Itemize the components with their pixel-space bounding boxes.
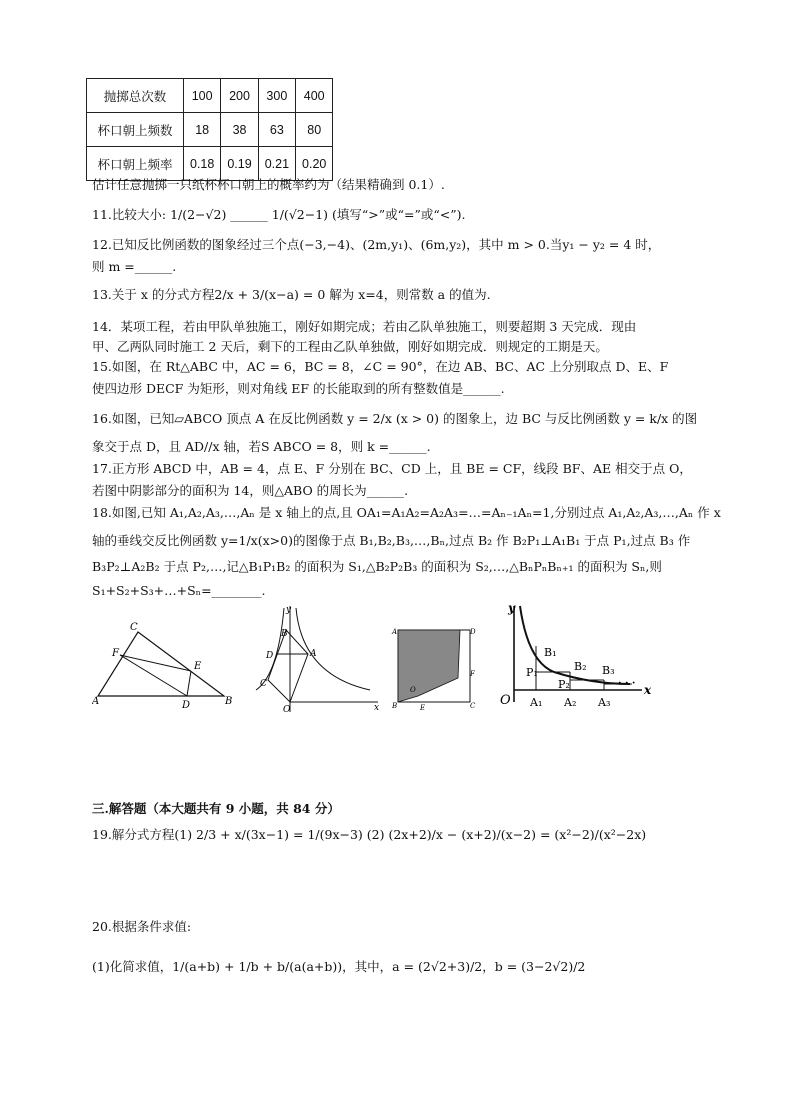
- fig3-label: A: [392, 628, 398, 636]
- row-header: 杯口朝上频率: [87, 147, 184, 181]
- table-cell: 0.19: [221, 147, 258, 181]
- frequency-table: [86, 78, 333, 181]
- table-cell: 0.21: [258, 147, 295, 181]
- fig2-label: x: [374, 703, 380, 713]
- question-11: 11.比较大小: 1/(2−√2) ______ 1/(√2−1) (填写“>”或“=”或“<”).: [92, 207, 466, 222]
- question-12-line2: 则 m =______.: [92, 259, 177, 274]
- svg-text:· · ·: · · ·: [618, 678, 636, 689]
- question-18-line4: S₁+S₂+S₃+…+Sₙ=________.: [92, 583, 266, 598]
- fig2-label: C: [260, 679, 267, 689]
- row-header: 杯口朝上频数: [87, 113, 184, 147]
- table-cell: 80: [296, 113, 333, 147]
- fig4-label: A₃: [598, 696, 611, 709]
- question-15-line2: 使四边形 DECF 为矩形，则对角线 EF 的长能取到的所有整数值是______.: [92, 381, 505, 396]
- question-18-line1: 18.如图,已知 A₁,A₂,A₃,…,Aₙ 是 x 轴上的点,且 OA₁=A₁A₂=A₂A₃=…=Aₙ₋₁Aₙ=1,分别过点 A₁,A₂,A₃,…,Aₙ 作 x: [92, 505, 721, 520]
- table-cell: 200: [221, 79, 258, 113]
- question-13: 13.关于 x 的分式方程2/x + 3/(x−a) = 0 解为 x=4，则常数 a 的值为.: [92, 287, 491, 302]
- figure-square-shaded: [390, 600, 480, 712]
- table-cell: 38: [221, 113, 258, 147]
- table-cell: 100: [184, 79, 221, 113]
- fig4-label: A₂: [564, 696, 577, 709]
- question-17-line1: 17.正方形 ABCD 中，AB = 4，点 E、F 分别在 BC、CD 上，且 BE = CF，线段 BF、AE 相交于点 O，: [92, 461, 692, 476]
- question-19: 19.解分式方程(1) 2/3 + x/(3x−1) = 1/(9x−3) (2) (2x+2)/x − (x+2)/(x−2) = (x²−2)/(x²−2x): [92, 827, 647, 842]
- question-20-part1: (1)化简求值，1/(a+b) + 1/b + b/(a(a+b))，其中，a = (2√2+3)/2，b = (3−2√2)/2: [92, 959, 586, 974]
- fig4-label: B₁: [544, 646, 557, 659]
- fig4-label: B₃: [602, 664, 615, 677]
- question-20: 20.根据条件求值:: [92, 919, 192, 934]
- table-cell: 0.20: [296, 147, 333, 181]
- question-14-line1: 14．某项工程，若由甲队单独施工，刚好如期完成；若由乙队单独施工，则要超期 3 天完成．现由: [92, 319, 637, 334]
- fig4-label: P₁: [526, 666, 538, 679]
- question-14-line2: 甲、乙两队同时施工 2 天后，剩下的工程由乙队单独做，刚好如期完成．则规定的工期是天。: [92, 339, 608, 354]
- estimate-text: 估计任意抛掷一只纸杯杯口朝上的概率约为（结果精确到 0.1）.: [92, 177, 445, 192]
- fig1-label: E: [194, 661, 202, 672]
- fig1-label: F: [112, 648, 119, 659]
- fig2-label: O: [283, 705, 291, 715]
- question-15-line1: 15.如图，在 Rt△ABC 中，AC = 6，BC = 8，∠C = 90°，在边 AB、BC、AC 上分别取点 D、E、F: [92, 359, 669, 374]
- table-cell: 18: [184, 113, 221, 147]
- fig2-label: A: [310, 649, 317, 659]
- question-12-line1: 12.已知反比例函数的图象经过三个点(−3,−4)、(2m,y₁)、(6m,y₂)，其中 m > 0.当y₁ − y₂ = 4 时，: [92, 237, 661, 252]
- table-row: [87, 79, 333, 113]
- question-17-line2: 若图中阴影部分的面积为 14，则△ABO 的周长为______.: [92, 483, 409, 498]
- figure-triangle-rectangle: [92, 600, 237, 710]
- fig3-label: C: [470, 702, 476, 710]
- fig1-label: D: [182, 700, 191, 710]
- table-cell: 300: [258, 79, 295, 113]
- fig4-label: P₂: [558, 678, 570, 691]
- question-18-line3: B₃P₂⊥A₂B₂ 于点 P₂,…,记△B₁P₁B₂ 的面积为 S₁,△B₂P₂B₃ 的面积为 S₂,…,△BₙPₙBₙ₊₁ 的面积为 Sₙ,则: [92, 559, 662, 574]
- fig2-label: y: [286, 605, 292, 615]
- table-cell: 0.18: [184, 147, 221, 181]
- fig1-label: B: [225, 696, 233, 707]
- fig1-label: C: [130, 622, 138, 633]
- question-16-line1: 16.如图，已知▱ABCO 顶点 A 在反比例函数 y = 2/x (x > 0) 的图象上，边 BC 与反比例函数 y = k/x 的图: [92, 411, 698, 426]
- question-18-line2: 轴的垂线交反比例函数 y=1/x(x>0)的图像于点 B₁,B₂,B₃,…,Bₙ,过点 B₂ 作 B₂P₁⊥A₁B₁ 于点 P₁,过点 B₃ 作: [92, 533, 691, 548]
- fig3-label: O: [410, 686, 416, 694]
- fig3-label: E: [420, 704, 426, 712]
- fig2-label: D: [266, 651, 274, 661]
- fig3-label: F: [470, 670, 475, 678]
- fig4-label: O: [500, 693, 511, 708]
- table-cell: 400: [296, 79, 333, 113]
- fig3-label: D: [470, 628, 476, 636]
- table-row: [87, 113, 333, 147]
- fig4-label: B₂: [574, 660, 587, 673]
- row-header: 抛掷总次数: [87, 79, 184, 113]
- figure-hyperbola-staircase: [492, 600, 660, 712]
- fig3-label: B: [392, 702, 398, 710]
- question-16-line2: 象交于点 D，且 AD//x 轴，若S ABCO = 8，则 k =______.: [92, 439, 431, 454]
- section-heading: 三.解答题（本大题共有 9 小题，共 84 分）: [92, 801, 340, 816]
- table-cell: 63: [258, 113, 295, 147]
- fig4-label: A₁: [530, 696, 543, 709]
- fig4-label: x: [644, 683, 652, 697]
- fig2-label: B: [281, 629, 288, 639]
- fig1-label: A: [92, 696, 100, 707]
- figure-parallelogram-hyperbola: [250, 600, 385, 715]
- fig4-label: y: [508, 601, 515, 615]
